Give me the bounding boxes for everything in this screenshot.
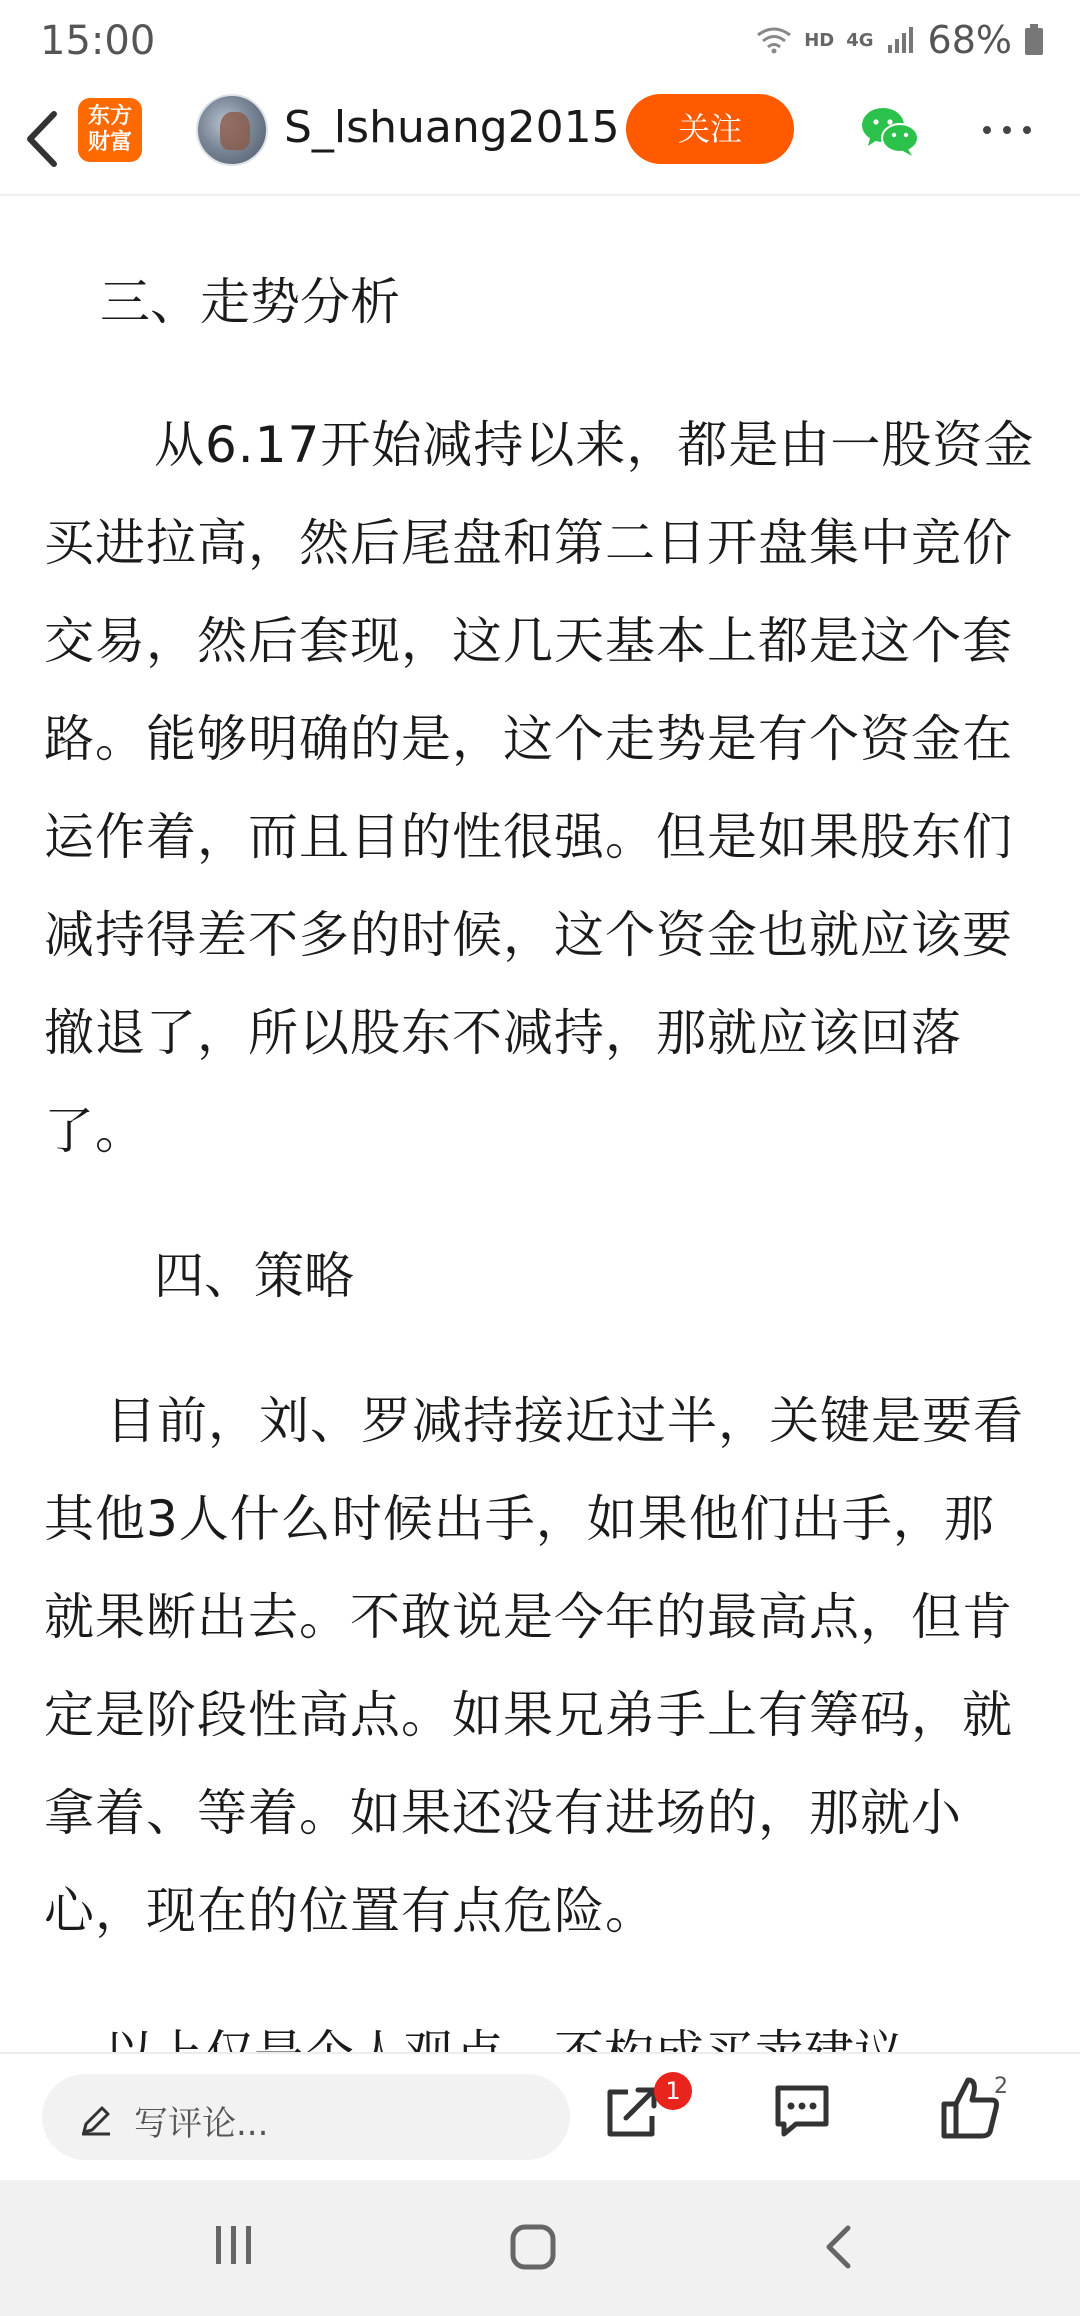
comments-icon[interactable]	[772, 2082, 832, 2138]
section-heading-3: 三、走势分析	[100, 273, 400, 331]
eastmoney-logo[interactable]	[78, 98, 142, 162]
like-icon[interactable]	[940, 2076, 1002, 2140]
logo-line1: 东方	[87, 104, 132, 129]
article-paragraph-2: 目前，刘、罗减持接近过半，关键是要看其他3人什么时候出手，如果他们出手，那就果断出去。不敢说是今年的最高点，但肯定是阶段性高点。如果兄弟手上有筹码，就拿着、等着。如果还没有进场的，那就小心，现在的位置有点危险。	[44, 1392, 1024, 1940]
status-time: 15:00	[40, 18, 156, 64]
wifi-icon	[756, 25, 792, 55]
pencil-icon	[78, 2098, 114, 2136]
hd-label: HD	[804, 29, 835, 51]
logo-line2: 财富	[87, 130, 132, 155]
battery-percent: 68%	[927, 18, 1012, 62]
comment-input[interactable]	[42, 2074, 570, 2160]
avatar[interactable]	[196, 94, 268, 166]
more-options-icon[interactable]	[980, 120, 1034, 140]
share-badge: 1	[654, 2072, 692, 2110]
network-label: 4G	[846, 29, 874, 51]
system-nav-bar	[0, 2180, 1080, 2316]
back-arrow-icon[interactable]	[18, 106, 68, 172]
author-username[interactable]: S_lshuang2015	[284, 102, 620, 153]
follow-button[interactable]: 关注	[626, 94, 794, 164]
section-heading-4: 四、策略	[154, 1247, 354, 1305]
comment-placeholder: 写评论...	[134, 2104, 269, 2144]
status-bar	[0, 0, 1080, 84]
article-header	[0, 84, 1080, 196]
nav-back-icon[interactable]	[824, 2224, 852, 2270]
bottom-action-bar	[0, 2052, 1080, 2182]
signal-icon	[886, 25, 916, 55]
wechat-icon[interactable]	[860, 104, 920, 158]
home-icon[interactable]	[510, 2224, 556, 2270]
status-icons	[756, 18, 1044, 62]
article-paragraph-1: 从6.17开始减持以来，都是由一股资金买进拉高，然后尾盘和第二日开盘集中竞价交易，然后套现，这几天基本上都是这个套路。能够明确的是，这个走势是有个资金在运作着，而且目的性很强。但是如果股东们减持得差不多的时候，这个资金也就应该要撤退了，所以股东不减持，那就应该回落了。	[44, 416, 1035, 1160]
battery-icon	[1024, 24, 1044, 56]
recent-apps-icon[interactable]	[212, 2224, 256, 2266]
like-count: 2	[994, 2074, 1008, 2099]
